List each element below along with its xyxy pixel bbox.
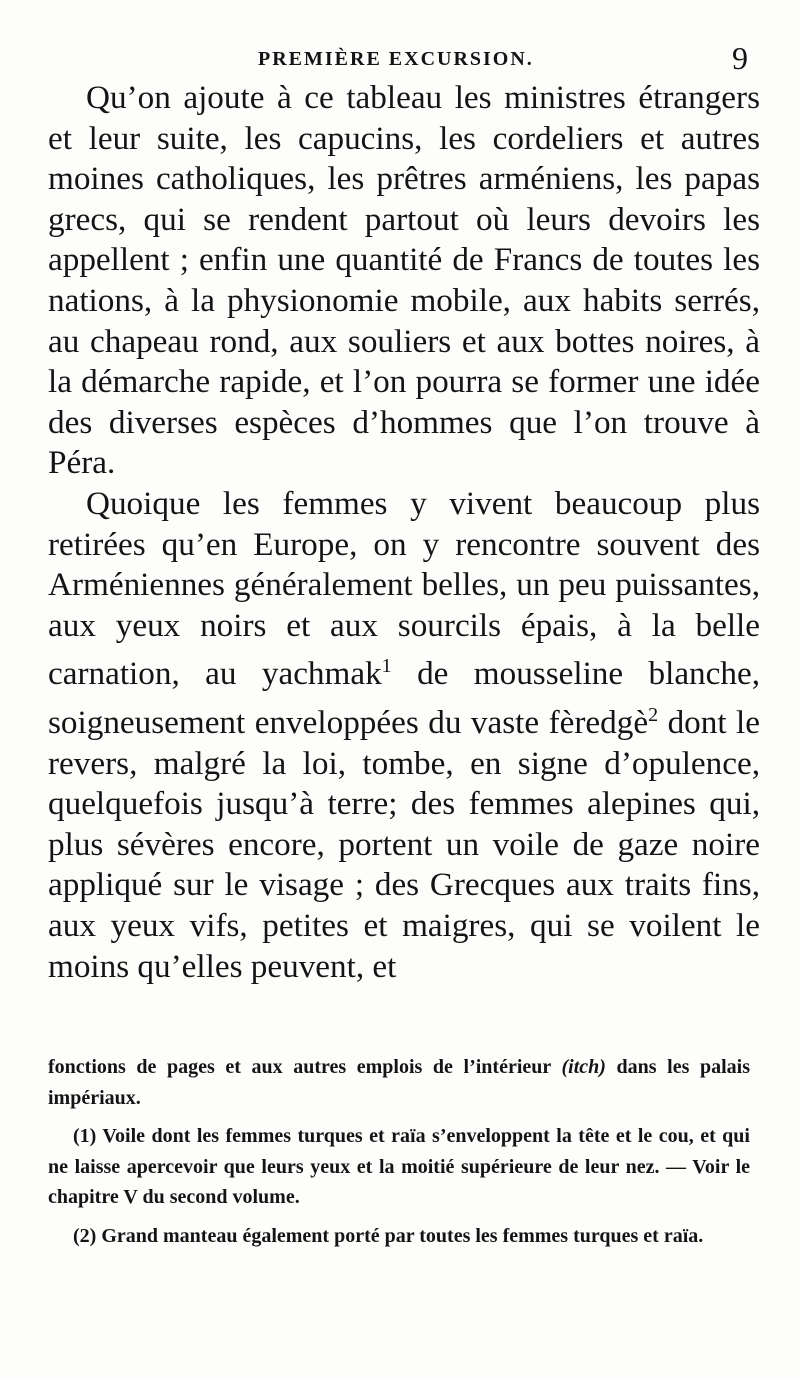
paragraph-text: Quoique les femmes y vivent beaucoup plus retirées qu’en Europe, on y rencontre souvent des Arméniennes généralement belles, un peu puissantes, aux yeux noirs et aux sourcils épais, à la belle carnation, au yachmak — [48, 484, 760, 693]
running-head: PREMIÈRE EXCURSION. — [258, 48, 534, 70]
paragraph-text: de mousseline blanche, soigneusement enveloppées du vaste fèredgè — [48, 655, 760, 742]
paragraph-text: dont le revers, malgré la loi, tombe, en signe d’opulence, quelquefois jusqu’à terre; des femmes alepines qui, plus sévères encore, portent un voile de gaze noire appliqué sur le visage ; des Grecques aux traits fins, aux yeux vifs, petites et maigres, qui se voilent le moins qu’elles peuvent, et — [48, 704, 760, 985]
footnote-1: (1) Voile dont les femmes turques et raïa s’enveloppent la tête et le cou, et qui ne laisse apercevoir que leurs yeux et la moitié supérieure de leur nez. — Voir le chapitre V du second volume. — [48, 1125, 750, 1208]
page-number: 9 — [732, 40, 748, 76]
footnotes — [48, 1052, 750, 1259]
footnote-italic-term: (itch) — [561, 1056, 606, 1078]
footnote-text: fonctions de pages et aux autres emplois de l’intérieur — [48, 1056, 562, 1078]
footnote-text: dans les palais impériaux. — [48, 1056, 751, 1109]
footnote-continuation — [48, 1052, 750, 1113]
paragraph — [48, 484, 760, 987]
main-text — [48, 78, 760, 987]
footnote-reference: 1 — [381, 655, 392, 678]
paragraph: Qu’on ajoute à ce tableau les ministres étrangers et leur suite, les capucins, les cordeliers et autres moines catholiques, les prêtres arméniens, les papas grecs, qui se rendent partout où leurs devoirs les appellent ; enfin une quantité de Francs de toutes les nations, à la physionomie mobile, aux habits serrés, au chapeau rond, aux souliers et aux bottes noires, à la démarche rapide, et l’on pourra se former une idée des diverses espèces d’hommes que l’on trouve à Péra. — [48, 79, 760, 482]
footnote-reference: 2 — [648, 703, 659, 726]
footnote-2: (2) Grand manteau également porté par toutes les femmes turques et raïa. — [73, 1224, 704, 1247]
page-header — [0, 42, 800, 82]
